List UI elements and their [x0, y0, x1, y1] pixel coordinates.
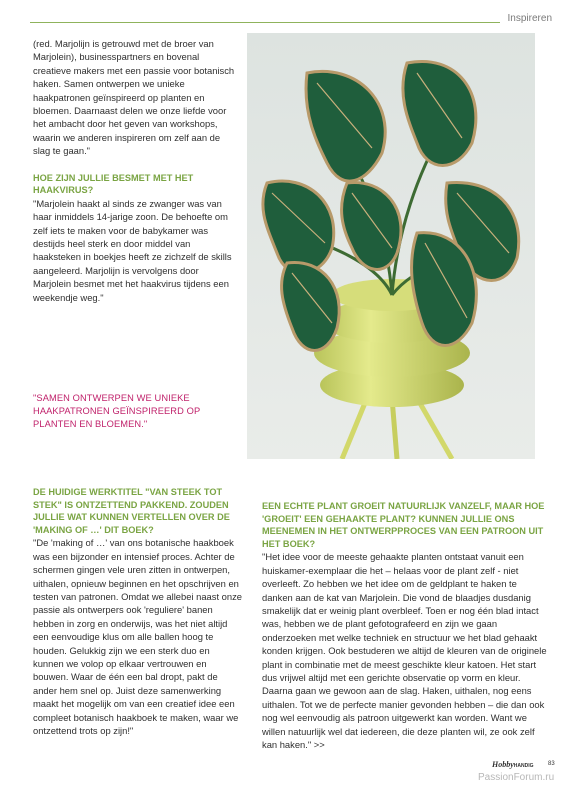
crocheted-plant-illustration	[247, 33, 535, 459]
section-label: Inspireren	[507, 13, 552, 24]
plant-photo	[247, 33, 535, 459]
pull-quote	[33, 392, 252, 431]
footer-brand-logo	[492, 760, 534, 769]
footer-brand-suffix: HANDIG	[513, 763, 534, 769]
question-heading-3: EEN ECHTE PLANT GROEIT NATUURLIJK VANZELF, MAAR HOE 'GROEIT' EEN GEHAAKTE PLANT? KUNNEN JULLIE ONS MEENEMEN IN HET ONTWERPPROCES VAN EEN PATROON UIT HET BOEK?	[262, 501, 545, 549]
intro-column	[33, 37, 238, 304]
intro-text: (red. Marjolijn is getrouwd met de broer van Marjolein), businesspartners en bovenal creatieve makers met een passie voor botanisch haken. Samen ontwerpen we unieke haakpatronen geïnspireerd op planten en bloemen. Daarnaast delen we onze liefde voor het ambacht door het geven van workshops, waarin we anderen inspireren om zelf aan de slag te gaan."	[33, 38, 235, 157]
pull-quote-text: "SAMEN ONTWERPEN WE UNIEKE HAAKPATRONEN GEÏNSPIREERD OP PLANTEN EN BLOEMEN."	[33, 393, 201, 429]
footer-brand-name: Hobby	[492, 760, 514, 769]
page-number: 83	[548, 761, 555, 767]
answer-text-3: "Het idee voor de meeste gehaakte planten ontstaat vanuit een huiskamer-exemplaar die het – helaas voor de plant zelf - niet overleeft. Zo hebben we het idee om de geldplant te haken te danken aan de kat van Marjolein. Die vond de blaadjes dusdanig smakelijk dat er weinig plant overbleef. Toen er nog één blad intact was, hebben we de plant gefotografeerd en zijn we gaan onderzoeken met welke techniek en structuur we het blad gehaakt konden krijgen. Ook bestuderen we altijd de kleuren van de originele plant in combinatie met de meest geschikte kleur katoen. Het start dus vrijwel altijd met een gerichte observatie op vorm en kleur. Daarna gaan we gewoon aan de slag. Haken, uithalen, nog eens uithalen. Tot we de perfecte manier gevonden hebben – die dan ook nog wel eenvoudig als patroon uitgewerkt kan worden. Want we willen natuurlijk wel dat iedereen, die deze planten wil, ze ook zelf kan haken." >>	[262, 551, 547, 751]
answer-text-1: "Marjolein haakt al sinds ze zwanger was van haar inmiddels 14-jarige zoon. De behoefte om zelf iets te maken voor de babykamer was destijds heel sterk en door middel van haaksteken in boekjes heeft ze zichzelf de skills aangeleerd. Marjolijn is vervolgens door Marjolein besmet met het haakvirus tijdens een weekendje weg."	[33, 197, 232, 303]
answer-text-2: "De 'making of …' van ons botanische haakboek was een bijzonder en intensief proces. Achter de schermen gingen vele uren zitten in ontwerpen, uithalen, opnieuw beginnen en het opschrijven en testen van patronen. Omdat we allebei naast onze passie als ontwerpers ook 'reguliere' banen hebben in zorg en onderwijs, was het niet altijd een eenvoudige klus om alle ballen hoog te houden. Gelukkig zijn we een sterk duo en kunnen we volop op elkaar vertrouwen en bouwen. Waar de één een bal dropt, pakt de ander hem snel op. Juist deze samenwerking maakt het mogelijk om van een creatief idee een compleet botanisch haakboek te maken, waar we ontzettend trots op zijn!"	[33, 537, 242, 737]
question-heading-1: HOE ZIJN JULLIE BESMET MET HET HAAKVIRUS?	[33, 172, 194, 196]
question-heading-2: DE HUIDIGE WERKTITEL "VAN STEEK TOT STEK" IS ONTZETTEND PAKKEND. ZOUDEN JULLIE WAT KUNNEN VERTELLEN OVER DE 'MAKING OF …' DIT BOEK?	[33, 487, 230, 535]
question-column-3	[262, 500, 547, 751]
top-rule	[30, 22, 500, 23]
watermark: PassionForum.ru	[478, 772, 555, 783]
question-column-2	[33, 486, 243, 737]
